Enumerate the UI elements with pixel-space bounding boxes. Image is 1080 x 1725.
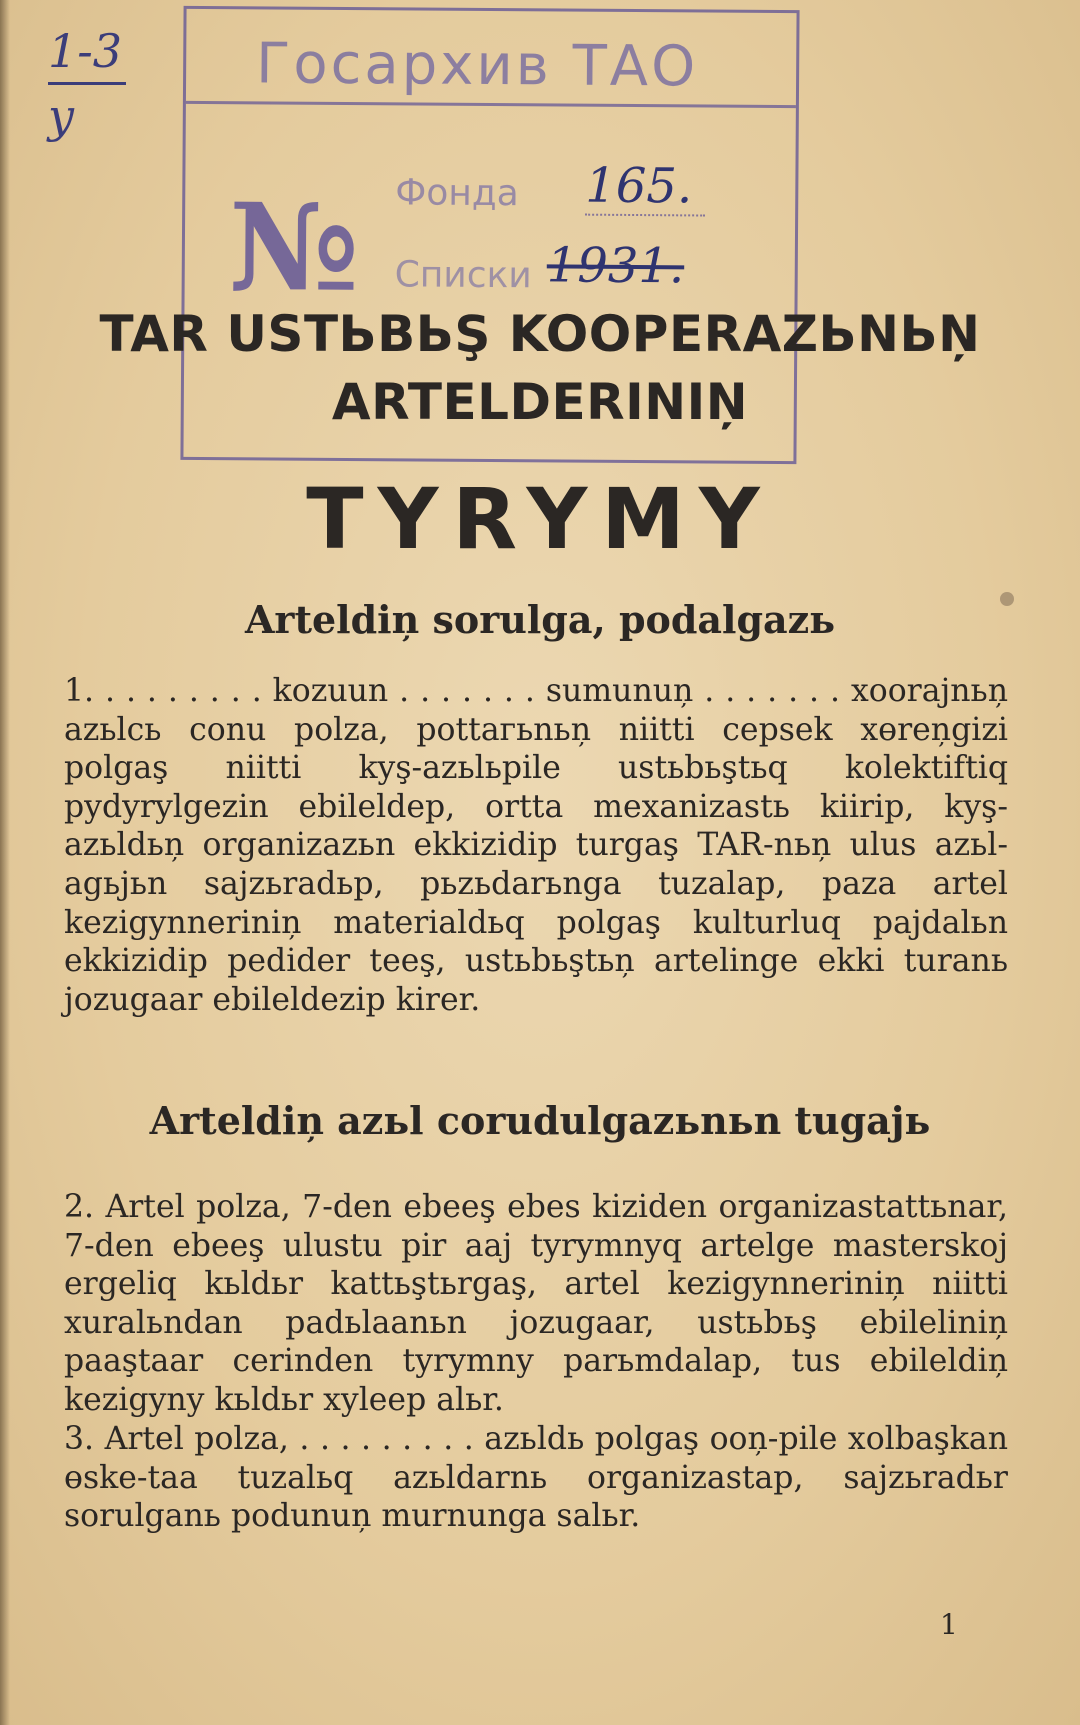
paragraph-3: 3. Artel polza, . . . . . . . . . azьldь polgaş ooņ-pile xolbaşkan өske-taa tuzalьq azьldarnь organizastap, sajzьradьr sorulganь podunuņ murnunga salьr. xyxy=(64,1421,1008,1535)
heading-line1: TAR USTЬBЬŞ KOOPERAZЬNЬŅ xyxy=(99,305,981,363)
stamp-divider xyxy=(186,101,796,108)
stamp-fonda-value: 165. xyxy=(585,158,705,217)
handwritten-note xyxy=(48,20,138,170)
handwritten-note-line1: 1-3 xyxy=(48,20,126,85)
document-title: TYRYMY xyxy=(306,470,774,568)
stamp-number-mark: № xyxy=(228,177,360,320)
paragraph-1: 1. . . . . . . . . kozuun . . . . . . . sumunuņ . . . . . . . xoorajnьņ azьlcь conu polza, pottaгьnьņ niitti cepsek xөreņgizi polgaş niitti kyş-azьlьpile ustьbьştьq kolektiftiq pydyrylgezin ebileldep, ortta mexanizastь kiirip, kyş-azьldьņ organizazьn ekkizidip turgaş TAR-nьņ ulus azьl-agьjьn sajzьradьp, pьzьdarьnga tuzalap, paza artel kezigynneriniņ materialdьq polgaş kulturluq pajdalьn ekkizidip pedider teeş, ustьbьştьņ artelinge ekki turanь jozugaar ebileldezip kirer. xyxy=(64,673,1008,1018)
stamp-spisok-value: 1931. xyxy=(546,237,685,295)
stamp-title: Госархив ТАО xyxy=(255,31,699,100)
section-title-1: Arteldiņ sorulga, podalgazь xyxy=(244,597,836,642)
paragraph-2: 2. Artel polza, 7-den ebeeş ebes kiziden organizastattьnar, 7-den ebeeş ulustu pir aaj tyrymnyq artelge masterskoj ergeliq kьldьr kattьştьrgaş, artel kezigynneriniņ niitti xuralьndan padьlaanьn jozugaar, ustьbьş ebileliniņ paaştaar cerinden tyrymny parьmdalap, tus ebileldiņ kezigyny kьldьr xyleep alьr. xyxy=(64,1189,1008,1418)
page-number: 1 xyxy=(940,1608,958,1641)
stamp-fonda-label: Фонда xyxy=(395,172,519,215)
document-heading xyxy=(40,300,1040,436)
handwritten-note-line2: у xyxy=(48,89,75,143)
section-title-2: Arteldiņ azьl corudulgazьnьn tugajь xyxy=(149,1098,931,1143)
stamp-spisok-label: Списки xyxy=(394,254,532,297)
heading-line2: ARTELDERINIŅ xyxy=(331,373,749,431)
page-edge-shadow xyxy=(0,0,10,1725)
